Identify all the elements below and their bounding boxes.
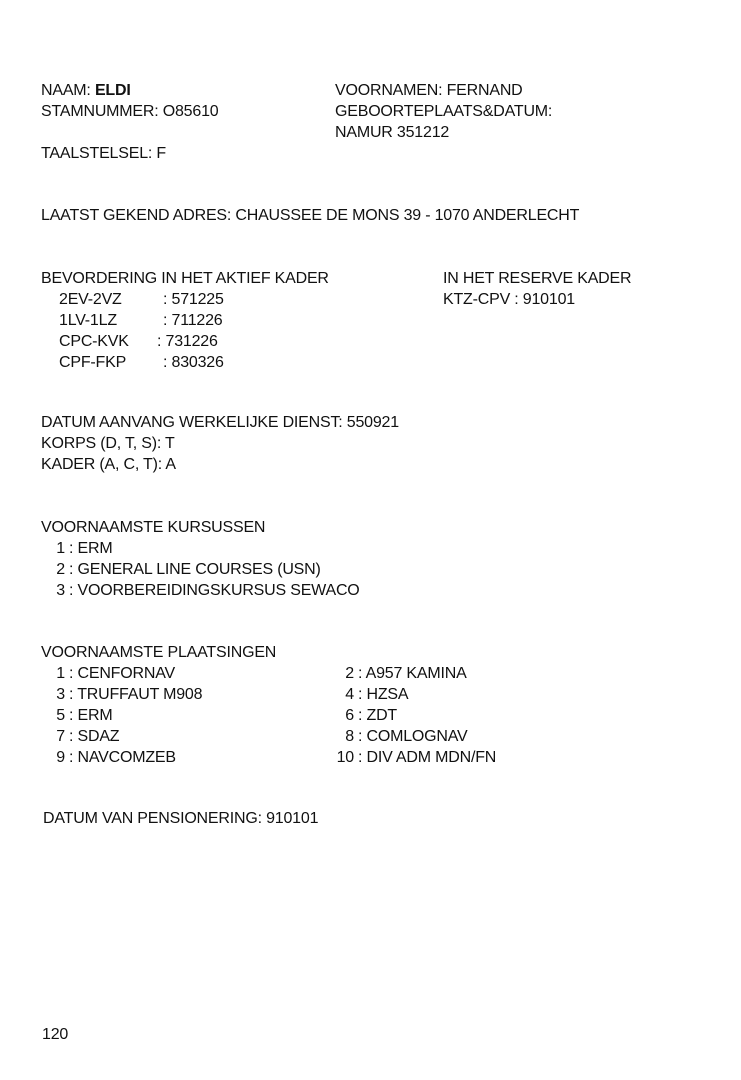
item-number: 3 xyxy=(56,686,65,703)
plaatsing-item xyxy=(330,726,496,747)
reserve-item: KTZ-CPV : 910101 xyxy=(443,291,575,308)
rank-label: CPC-KVK xyxy=(59,333,129,350)
rank-date: : 711226 xyxy=(163,312,223,329)
rank-date: : 830326 xyxy=(163,354,224,371)
plaatsingen-right xyxy=(330,663,496,768)
aktief-list xyxy=(41,289,329,373)
item-number: 2 xyxy=(345,665,354,682)
item-text: : ERM xyxy=(69,540,113,557)
kursussen-heading: VOORNAAMSTE KURSUSSEN xyxy=(41,519,266,536)
pensionering: DATUM VAN PENSIONERING: 910101 xyxy=(43,810,319,827)
aktief-item xyxy=(59,289,329,310)
plaatsing-item xyxy=(330,663,496,684)
geboorte-label: GEBOORTEPLAATS&DATUM: xyxy=(335,103,553,120)
item-text: : CENFORNAV xyxy=(69,665,175,682)
item-text: : ZDT xyxy=(358,707,397,724)
item-text: : GENERAL LINE COURSES (USN) xyxy=(69,561,321,578)
plaatsing-item xyxy=(330,684,496,705)
aktief-heading: BEVORDERING IN HET AKTIEF KADER xyxy=(41,270,329,287)
item-text: : DIV ADM MDN/FN xyxy=(358,749,497,766)
item-text: : A957 KAMINA xyxy=(358,665,467,682)
kursus-item xyxy=(41,559,360,580)
plaatsing-item xyxy=(41,726,202,747)
item-number: 3 xyxy=(56,582,65,599)
kader: KADER (A, C, T): A xyxy=(41,456,176,473)
item-text: : SDAZ xyxy=(69,728,120,745)
aktief-item xyxy=(59,310,329,331)
page-number: 120 xyxy=(42,1026,69,1043)
plaatsing-item xyxy=(330,705,496,726)
item-text: : HZSA xyxy=(358,686,409,703)
bevordering-reserve xyxy=(443,268,631,310)
item-number: 9 xyxy=(56,749,65,766)
reserve-heading: IN HET RESERVE KADER xyxy=(443,270,632,287)
rank-date: : 571225 xyxy=(163,291,224,308)
geboorte-value: NAMUR 351212 xyxy=(335,124,450,141)
naam-label: NAAM: xyxy=(41,82,91,99)
voornamen: VOORNAMEN: FERNAND xyxy=(335,82,523,99)
kursus-item xyxy=(41,538,360,559)
plaatsing-item xyxy=(41,684,202,705)
rank-date: : 731226 xyxy=(157,333,218,350)
korps: KORPS (D, T, S): T xyxy=(41,435,175,452)
item-number: 5 xyxy=(56,707,65,724)
rank-label: 2EV-2VZ xyxy=(59,291,122,308)
item-text: : ERM xyxy=(69,707,113,724)
item-number: 10 xyxy=(336,749,354,766)
item-number: 1 xyxy=(56,665,65,682)
adres: LAATST GEKEND ADRES: CHAUSSEE DE MONS 39 - 1070 ANDERLECHT xyxy=(41,207,580,224)
kursussen-block xyxy=(41,517,360,601)
stamnummer: STAMNUMMER: O85610 xyxy=(41,103,219,120)
dienst-aanvang: DATUM AANVANG WERKELIJKE DIENST: 550921 xyxy=(41,414,399,431)
plaatsing-item xyxy=(41,663,202,684)
dienst-block xyxy=(41,412,399,475)
item-number: 7 xyxy=(56,728,65,745)
plaatsing-item xyxy=(330,747,496,768)
plaatsing-item xyxy=(41,747,202,768)
plaatsing-item xyxy=(41,705,202,726)
item-number: 8 xyxy=(345,728,354,745)
aktief-item xyxy=(59,352,329,373)
item-number: 1 xyxy=(56,540,65,557)
kursus-item xyxy=(41,580,360,601)
item-text: : NAVCOMZEB xyxy=(69,749,176,766)
item-text: : COMLOGNAV xyxy=(358,728,468,745)
rank-label: CPF-FKP xyxy=(59,354,127,371)
naam-value: ELDI xyxy=(94,82,131,99)
item-number: 4 xyxy=(345,686,354,703)
item-number: 6 xyxy=(345,707,354,724)
plaatsingen-left xyxy=(41,663,202,768)
item-text: : VOORBEREIDINGSKURSUS SEWACO xyxy=(69,582,360,599)
rank-label: 1LV-1LZ xyxy=(59,312,117,329)
taalstelsel: TAALSTELSEL: F xyxy=(41,145,166,162)
item-number: 2 xyxy=(56,561,65,578)
bevordering-aktief xyxy=(41,268,329,373)
item-text: : TRUFFAUT M908 xyxy=(69,686,203,703)
naam-line xyxy=(41,80,131,101)
plaatsingen-heading: VOORNAAMSTE PLAATSINGEN xyxy=(41,644,277,661)
aktief-item xyxy=(59,331,329,352)
